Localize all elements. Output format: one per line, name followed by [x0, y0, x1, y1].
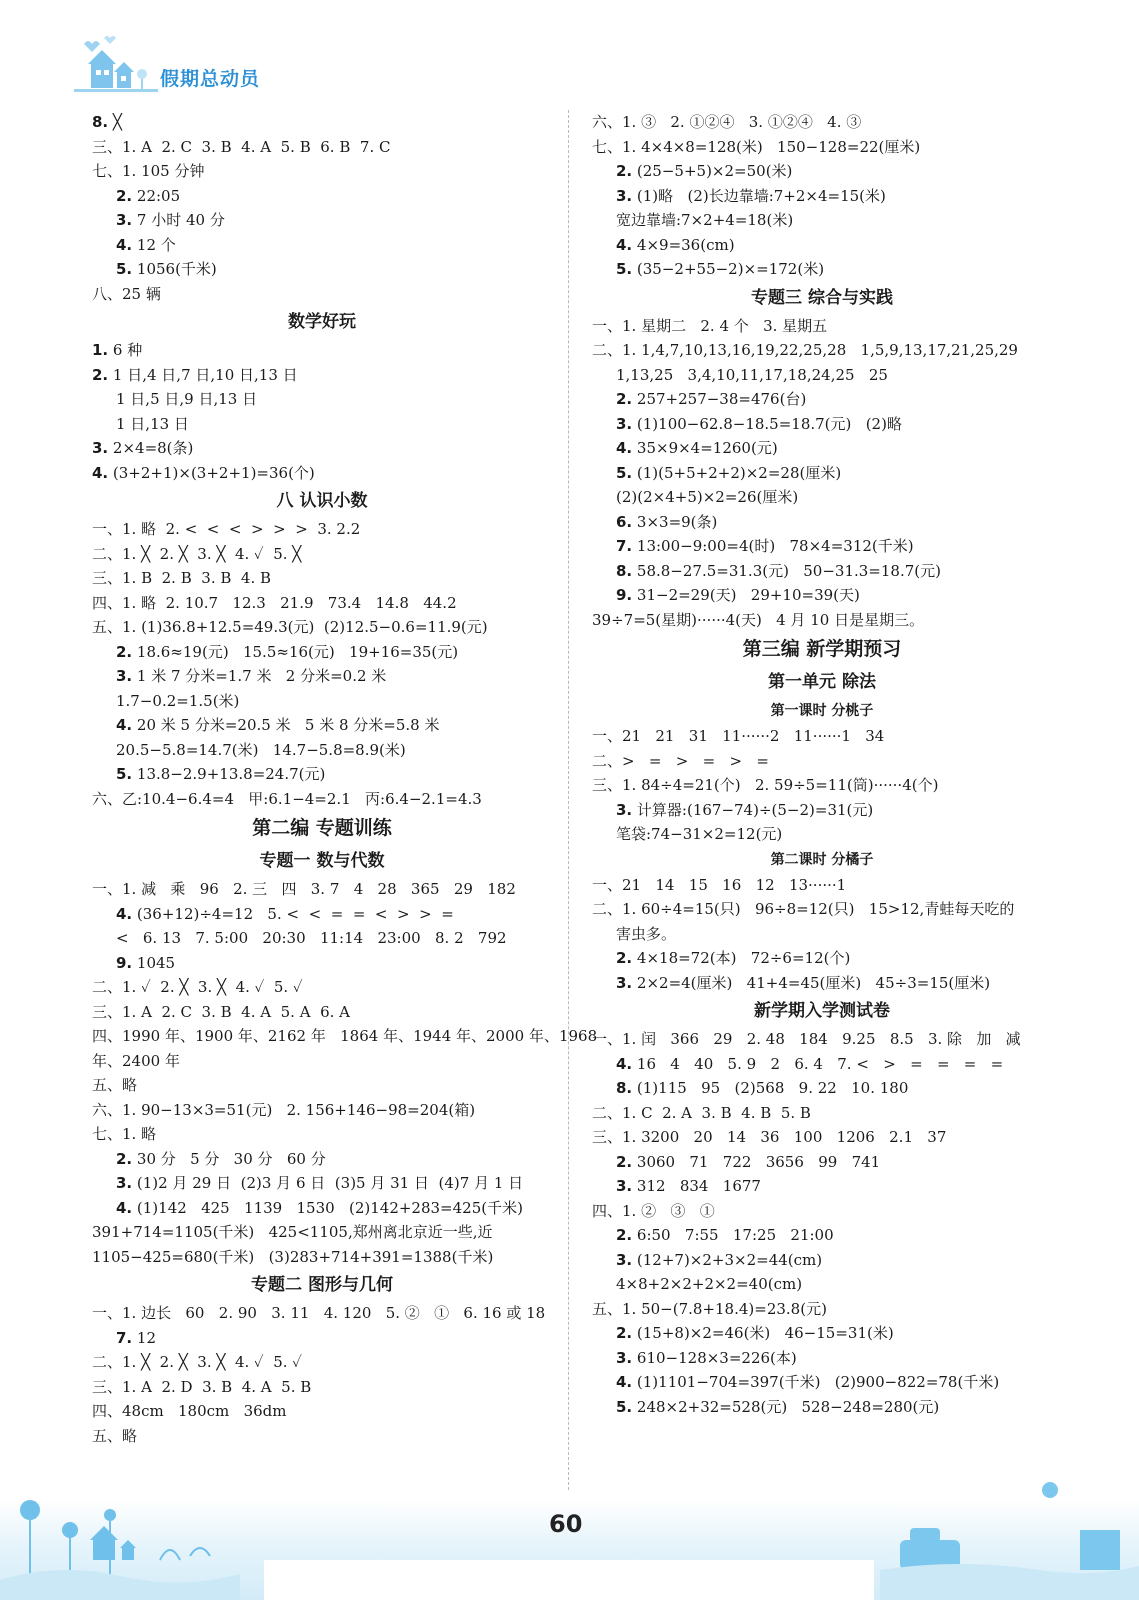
- answer-line: [92, 1424, 552, 1449]
- answer-text: 一、1. 略 2. < < < > > > 3. 2.2: [92, 520, 361, 538]
- answer-text: 四、1. ② ③ ①: [592, 1201, 715, 1220]
- answer-line: [92, 436, 552, 461]
- answer-text: 二、> = > = > =: [592, 751, 769, 770]
- answer-line: [92, 257, 552, 282]
- answer-text: 四、1. 略 2. 10.7 12.3 21.9 73.4 14.8 44.2: [92, 593, 457, 612]
- answer-text: 二、1. ✓ 2. ╳ 3. ╳ 4. ✓ 5. ✓: [92, 978, 303, 996]
- answer-text: 610−128×3=226(本): [632, 1348, 797, 1367]
- answer-text: 58.8−27.5=31.3(元) 50−31.3=18.7(元): [632, 561, 941, 580]
- item-number: 5.: [616, 260, 633, 278]
- answer-text: (35−2+55−2)×=172(米): [632, 260, 825, 278]
- answer-text: (1)(5+5+2+2)×2=28(厘米): [632, 463, 842, 482]
- answer-line: [592, 208, 1052, 233]
- answer-text: 四、48cm 180cm 36dm: [92, 1402, 287, 1420]
- answer-line: [592, 1076, 1052, 1101]
- item-number: 2.: [116, 1149, 133, 1168]
- item-number: 2.: [616, 949, 633, 967]
- answer-text: 16 4 40 5. 9 2 6. 4 7. < > = = = =: [632, 1054, 1004, 1073]
- answer-line: [592, 510, 1052, 535]
- answer-line: [92, 877, 552, 902]
- answer-line: [92, 338, 552, 363]
- item-number: 2.: [92, 365, 109, 384]
- answer-text: 一、21 14 15 16 12 13······1: [592, 875, 847, 894]
- answer-text: 五、略: [92, 1076, 138, 1094]
- answer-line: [592, 1052, 1052, 1077]
- answer-line: [92, 282, 552, 307]
- answer-text: 6:50 7:55 17:25 21:00: [632, 1226, 834, 1244]
- section-heading: 第三编 新学期预习: [742, 638, 902, 660]
- chapter-heading: 新学期入学测试卷: [754, 1001, 890, 1021]
- answer-line: [592, 314, 1052, 339]
- answer-line: [592, 971, 1052, 996]
- footer-blank-strip: [264, 1560, 874, 1600]
- answer-text: 1056(千米): [132, 260, 217, 278]
- answer-line: [592, 1027, 1052, 1052]
- answer-text: (12+7)×2+3×2=44(cm): [632, 1250, 823, 1269]
- answer-line: [592, 135, 1052, 160]
- item-number: 3.: [616, 1177, 633, 1195]
- answer-line: [592, 110, 1052, 135]
- answer-line: [92, 1301, 552, 1326]
- item-number: 4.: [116, 716, 133, 734]
- answer-text: 30 分 5 分 30 分 60 分: [132, 1149, 326, 1168]
- answer-text: 3×3=9(条): [632, 512, 718, 531]
- answer-line: [92, 1399, 552, 1424]
- answer-text: 二、1. C 2. A 3. B 4. B 5. B: [592, 1103, 811, 1122]
- answer-line: [592, 1248, 1052, 1273]
- answer-text: 笔袋:74−31×2=12(元): [616, 825, 783, 843]
- answer-line: [92, 1024, 598, 1049]
- footer-city-decoration: [880, 1470, 1139, 1600]
- answer-text: (1)100−62.8−18.5=18.7(元) (2)略: [632, 414, 902, 433]
- chapter-heading: 专题一 数与代数: [259, 851, 385, 871]
- answer-line: [592, 1297, 1052, 1322]
- answer-text: 二、1. ╳ 2. ╳ 3. ╳ 4. ✓ 5. ✓: [92, 1353, 302, 1371]
- answer-line: [592, 1174, 1052, 1199]
- item-number: 4.: [616, 1373, 633, 1391]
- answer-text: 二、1. ╳ 2. ╳ 3. ╳ 4. ✓ 5. ╳: [92, 544, 302, 563]
- answer-line: [592, 257, 1052, 282]
- answer-text: 一、1. 边长 60 2. 90 3. 11 4. 120 5. ② ① 6. 16 或 18: [92, 1304, 546, 1322]
- answer-line: [92, 926, 552, 951]
- answer-text: 18.6≈19(元) 15.5≈16(元) 19+16=35(元): [132, 642, 459, 661]
- answer-text: 1 日,13 日: [116, 414, 189, 433]
- item-number: 6.: [616, 512, 633, 531]
- answer-line: [592, 1272, 1052, 1297]
- item-number: 3.: [616, 973, 633, 992]
- answer-line: [92, 1196, 552, 1221]
- section-heading: 第二编 专题训练: [252, 817, 392, 839]
- item-number: 3.: [616, 186, 633, 205]
- answer-text: 一、1. 星期二 2. 4 个 3. 星期五: [592, 316, 828, 335]
- column-divider: [568, 110, 569, 1490]
- answer-line: [92, 1098, 552, 1123]
- chapter-heading: 专题三 综合与实践: [751, 287, 893, 308]
- lesson-heading: 第一课时 分桃子: [770, 703, 874, 719]
- answer-line: [92, 184, 552, 209]
- answer-line: [92, 1122, 552, 1147]
- answer-line: [92, 1049, 552, 1074]
- answer-text: 12 个: [132, 235, 176, 254]
- answer-text: 7 小时 40 分: [132, 211, 225, 229]
- answer-line: [592, 946, 1052, 971]
- answer-text: 4×9=36(cm): [632, 235, 735, 254]
- answer-text: (1)1101−704=397(千米) (2)900−822=78(千米): [632, 1373, 1000, 1391]
- answer-line: [92, 135, 552, 160]
- item-number: 4.: [616, 439, 633, 457]
- answer-text: 22:05: [132, 186, 181, 205]
- item-number: 3.: [616, 1348, 633, 1367]
- answer-line: [92, 787, 552, 812]
- page-number: 60: [549, 1510, 583, 1538]
- answer-line: [592, 534, 1052, 559]
- answer-text: 六、1. ③ 2. ①②④ 3. ①②④ 4. ③: [592, 113, 862, 131]
- answer-text: 12: [132, 1328, 156, 1347]
- answer-text: 312 834 1677: [632, 1177, 761, 1195]
- answer-text: 6 种: [108, 341, 143, 359]
- answer-text: 一、1. 闰 366 29 2. 48 184 9.25 8.5 3. 除 加 减: [592, 1030, 1021, 1048]
- answer-line: [92, 1000, 552, 1025]
- left-answer-column: [92, 110, 598, 1448]
- item-number: 7.: [616, 537, 633, 555]
- answer-line: [592, 1125, 1052, 1150]
- answer-line: [592, 363, 1052, 388]
- item-number: 8.: [616, 561, 633, 580]
- answer-text: (25−5+5)×2=50(米): [632, 162, 793, 180]
- answer-text: 六、1. 90−13×3=51(元) 2. 156+146−98=204(箱): [92, 1100, 476, 1119]
- answer-line: [592, 724, 1052, 749]
- answer-line: [92, 591, 552, 616]
- answer-line: [92, 615, 552, 640]
- answer-line: [92, 1073, 552, 1098]
- answer-text: (3+2+1)×(3+2+1)=36(个): [108, 463, 315, 482]
- answer-text: 2×2=4(厘米) 41+4=45(厘米) 45÷3=15(厘米): [632, 973, 991, 992]
- answer-line: [592, 1223, 1052, 1248]
- answer-text: 2×4=8(条): [108, 439, 194, 457]
- answer-line: [592, 1199, 1052, 1224]
- answer-text: 1045: [132, 953, 176, 972]
- answer-line: [592, 608, 1052, 633]
- item-number: 7.: [116, 1328, 133, 1347]
- item-number: 3.: [616, 1250, 633, 1269]
- answer-text: 二、1. 1,4,7,10,13,16,19,22,25,28 1,5,9,13,17,21,25,29: [592, 341, 1018, 359]
- answer-line: [92, 1147, 552, 1172]
- answer-text: 391+714=1105(千米) 425<1105,郑州离北京近一些,近: [92, 1223, 493, 1241]
- item-number: 2.: [116, 642, 133, 661]
- answer-text: 3060 71 722 3656 99 741: [632, 1152, 881, 1171]
- item-number: 4.: [116, 1198, 133, 1217]
- answer-text: 三、1. A 2. C 3. B 4. A 5. A 6. A: [92, 1002, 350, 1021]
- answer-text: 35×9×4=1260(元): [632, 439, 778, 457]
- answer-line: [92, 689, 552, 714]
- item-number: 1.: [92, 341, 109, 359]
- answer-line: [92, 762, 552, 787]
- answer-text: (15+8)×2=46(米) 46−15=31(米): [632, 1324, 894, 1342]
- answer-text: 五、1. 50−(7.8+18.4)=23.8(元): [592, 1299, 827, 1318]
- item-number: 5.: [116, 260, 133, 278]
- right-answer-column: [592, 110, 1052, 1419]
- answer-line: [592, 159, 1052, 184]
- answer-line: [92, 110, 552, 135]
- answer-line: [592, 338, 1052, 363]
- item-number: 4.: [616, 235, 633, 254]
- answer-line: [92, 1350, 552, 1375]
- answer-line: [592, 922, 1052, 947]
- lesson-heading: 第二课时 分橘子: [770, 851, 874, 868]
- answer-line: [92, 566, 552, 591]
- answer-line: [592, 1101, 1052, 1126]
- item-number: 5.: [616, 463, 633, 482]
- answer-text: (1)2 月 29 日 (2)3 月 6 日 (3)5 月 31 日 (4)7 月 1 日: [132, 1174, 524, 1192]
- answer-text: 13.8−2.9+13.8=24.7(元): [132, 765, 326, 783]
- answer-text: 七、1. 4×4×8=128(米) 150−128=22(厘米): [592, 137, 921, 156]
- item-number: 2.: [616, 162, 633, 180]
- answer-text: 13:00−9:00=4(时) 78×4=312(千米): [632, 537, 914, 555]
- answer-line: [92, 542, 552, 567]
- answer-text: 4×18=72(本) 72÷6=12(个): [632, 949, 851, 967]
- answer-line: [592, 822, 1052, 847]
- item-number: 2.: [616, 1324, 633, 1342]
- answer-line: [92, 1220, 552, 1245]
- brand-title: 假期总动员: [160, 68, 261, 90]
- answer-text: (1)142 425 1139 1530 (2)142+283=425(千米): [132, 1198, 523, 1217]
- answer-line: [592, 749, 1052, 774]
- answer-line: [592, 583, 1052, 608]
- answer-text: 七、1. 略: [92, 1125, 157, 1143]
- chapter-heading: 第一单元 除法: [768, 672, 876, 692]
- answer-line: [92, 975, 552, 1000]
- item-number: 2.: [616, 390, 633, 408]
- answer-text: ╳: [108, 113, 122, 131]
- answer-text: 七、1. 105 分钟: [92, 162, 205, 180]
- answer-line: [92, 640, 552, 665]
- answer-line: [92, 363, 552, 388]
- item-number: 5.: [116, 765, 133, 783]
- answer-text: 害虫多。: [616, 924, 677, 943]
- answer-text: 宽边靠墙:7×2+4=18(米): [616, 211, 794, 229]
- answer-text: 八、25 辆: [92, 284, 161, 303]
- answer-text: 257+257−38=476(台): [632, 390, 807, 408]
- answer-text: (1)115 95 (2)568 9. 22 10. 180: [632, 1079, 909, 1097]
- item-number: 2.: [116, 186, 133, 205]
- answer-text: 1.7−0.2=1.5(米): [116, 691, 240, 710]
- answer-line: [592, 1321, 1052, 1346]
- answer-line: [92, 1245, 552, 1270]
- answer-text: 31−2=29(天) 29+10=39(天): [632, 586, 860, 604]
- item-number: 3.: [616, 800, 633, 819]
- answer-line: [92, 902, 552, 927]
- item-number: 4.: [616, 1054, 633, 1073]
- answer-text: 1 日,5 日,9 日,13 日: [116, 390, 258, 408]
- item-number: 8.: [92, 113, 109, 131]
- answer-line: [92, 461, 552, 486]
- answer-line: [592, 1150, 1052, 1175]
- answer-line: [92, 664, 552, 689]
- answer-line: [592, 387, 1052, 412]
- answer-line: [92, 233, 552, 258]
- answer-text: 三、1. 3200 20 14 36 100 1206 2.1 37: [592, 1128, 947, 1146]
- chapter-heading: 专题二 图形与几何: [251, 1275, 393, 1295]
- answer-text: 三、1. A 2. C 3. B 4. A 5. B 6. B 7. C: [92, 137, 391, 156]
- answer-text: 三、1. B 2. B 3. B 4. B: [92, 569, 272, 587]
- answer-line: [92, 738, 552, 763]
- item-number: 3.: [116, 1174, 133, 1192]
- answer-line: [592, 233, 1052, 258]
- answer-text: 1,13,25 3,4,10,11,17,18,24,25 25: [616, 365, 888, 384]
- answer-line: [92, 713, 552, 738]
- answer-line: [92, 159, 552, 184]
- answer-line: [592, 897, 1052, 922]
- item-number: 3.: [116, 211, 133, 229]
- answer-line: [92, 387, 552, 412]
- answer-text: 四、1990 年、1900 年、2162 年 1864 年、1944 年、2000 年、1968: [92, 1027, 598, 1045]
- answer-text: 年、2400 年: [92, 1051, 180, 1070]
- answer-text: 三、1. 84÷4=21(个) 2. 59÷5=11(筒)······4(个): [592, 776, 939, 794]
- answer-line: [92, 951, 552, 976]
- answer-text: 五、1. (1)36.8+12.5=49.3(元) (2)12.5−0.6=11.9(元): [92, 618, 488, 636]
- answer-text: 一、21 21 31 11······2 11······1 34: [592, 727, 885, 745]
- answer-text: (1)略 (2)长边靠墙:7+2×4=15(米): [632, 186, 886, 205]
- answer-text: 248×2+32=528(元) 528−248=280(元): [632, 1397, 940, 1416]
- answer-line: [592, 1395, 1052, 1420]
- answer-text: 20.5−5.8=14.7(米) 14.7−5.8=8.9(米): [116, 740, 406, 759]
- item-number: 9.: [116, 953, 133, 972]
- answer-line: [92, 1171, 552, 1196]
- chapter-heading: 八 认识小数: [276, 491, 368, 511]
- answer-text: 1 日,4 日,7 日,10 日,13 日: [108, 365, 298, 384]
- item-number: 4.: [92, 463, 109, 482]
- answer-line: [592, 798, 1052, 823]
- footer-flowers-decoration: [0, 1470, 240, 1600]
- answer-line: [92, 1326, 552, 1351]
- item-number: 9.: [616, 586, 633, 604]
- answer-line: [92, 1375, 552, 1400]
- answer-text: 一、1. 减 乘 96 2. 三 四 3. 7 4 28 365 29 182: [92, 880, 516, 898]
- answer-text: (2)(2×4+5)×2=26(厘米): [616, 488, 799, 506]
- item-number: 4.: [116, 235, 133, 254]
- answer-text: 39÷7=5(星期)······4(天) 4 月 10 日是星期三。: [592, 610, 925, 629]
- answer-text: 20 米 5 分米=20.5 米 5 米 8 分米=5.8 米: [132, 716, 440, 734]
- item-number: 3.: [116, 667, 133, 685]
- answer-line: [592, 773, 1052, 798]
- item-number: 4.: [116, 904, 133, 923]
- answer-line: [592, 461, 1052, 486]
- answer-line: [592, 1370, 1052, 1395]
- answer-text: 4×8+2×2+2×2=40(cm): [616, 1275, 803, 1293]
- answer-text: (36+12)÷4=12 5. < < = = < > > =: [132, 904, 454, 923]
- answer-text: 六、乙:10.4−6.4=4 甲:6.1−4=2.1 丙:6.4−2.1=4.3: [92, 789, 482, 808]
- answer-text: 1 米 7 分米=1.7 米 2 分米=0.2 米: [132, 667, 387, 685]
- item-number: 3.: [616, 414, 633, 433]
- answer-line: [592, 485, 1052, 510]
- answer-text: 计算器:(167−74)÷(5−2)=31(元): [632, 800, 874, 819]
- answer-line: [92, 412, 552, 437]
- item-number: 5.: [616, 1397, 633, 1416]
- chapter-heading: 数学好玩: [288, 312, 356, 332]
- answer-line: [592, 412, 1052, 437]
- answer-line: [592, 436, 1052, 461]
- answer-line: [592, 1346, 1052, 1371]
- answer-text: 二、1. 60÷4=15(只) 96÷8=12(只) 15>12,青蛙每天吃的: [592, 900, 1015, 918]
- item-number: 2.: [616, 1152, 633, 1171]
- answer-line: [92, 208, 552, 233]
- item-number: 8.: [616, 1079, 633, 1097]
- answer-text: 五、略: [92, 1426, 138, 1445]
- answer-text: < 6. 13 7. 5:00 20:30 11:14 23:00 8. 2 792: [116, 929, 507, 947]
- item-number: 2.: [616, 1226, 633, 1244]
- answer-text: 三、1. A 2. D 3. B 4. A 5. B: [92, 1377, 312, 1396]
- answer-line: [592, 559, 1052, 584]
- answer-line: [592, 184, 1052, 209]
- answer-line: [92, 517, 552, 542]
- answer-line: [592, 873, 1052, 898]
- answer-text: 1105−425=680(千米) (3)283+714+391=1388(千米): [92, 1247, 494, 1266]
- item-number: 3.: [92, 439, 109, 457]
